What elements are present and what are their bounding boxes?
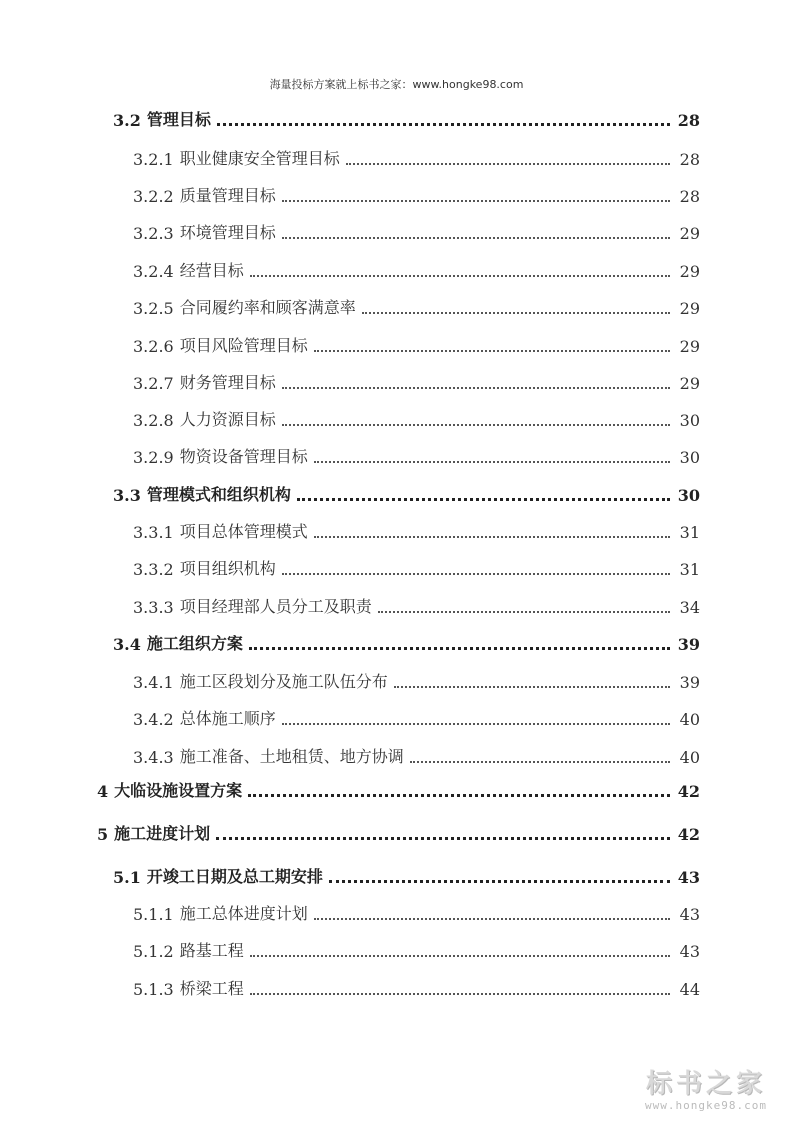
toc-entry-page: 40: [679, 748, 700, 767]
toc-entry[interactable]: [133, 973, 700, 999]
toc-entry[interactable]: [133, 217, 700, 243]
toc-entry-page: 28: [679, 187, 700, 206]
toc-entry-page: 39: [679, 673, 700, 692]
toc-entry[interactable]: [133, 553, 700, 579]
toc-entry-title: 大临设施设置方案: [114, 781, 243, 800]
toc-leader-dots: [329, 880, 670, 883]
toc-entry-number: 3.3.1: [133, 523, 174, 542]
toc-leader-dots: [216, 837, 670, 840]
toc-leader-dots: [314, 461, 670, 463]
toc-entry[interactable]: [133, 441, 700, 467]
toc-entry[interactable]: [133, 180, 700, 206]
toc-entry-number: 3.3: [113, 486, 141, 505]
brand-logo: [631, 1069, 781, 1112]
toc-entry-page: 42: [677, 782, 700, 801]
toc-entry-title: 施工准备、土地租赁、地方协调: [179, 747, 404, 766]
toc-entry-number: 3.4.1: [133, 673, 174, 692]
toc-leader-dots: [314, 918, 670, 920]
toc-entry[interactable]: [133, 516, 700, 542]
toc-leader-dots: [248, 794, 670, 797]
toc-entry[interactable]: [133, 935, 700, 961]
toc-entry[interactable]: [133, 292, 700, 318]
toc-entry-title: 开竣工日期及总工期安排: [146, 867, 323, 886]
toc-entry-page: 29: [679, 299, 700, 318]
toc-entry-number: 3.2: [113, 111, 141, 130]
toc-entry-title: 施工进度计划: [114, 824, 211, 843]
toc-entry-page: 39: [677, 635, 700, 654]
toc-entry-page: 28: [679, 150, 700, 169]
toc-entry-page: 29: [679, 374, 700, 393]
toc-leader-dots: [282, 424, 670, 426]
toc-entry-number: 3.2.4: [133, 262, 174, 281]
toc-entry[interactable]: [113, 104, 700, 130]
toc-leader-dots: [250, 955, 670, 957]
toc-entry-title: 经营目标: [179, 261, 244, 280]
toc-entry-number: 5.1.3: [133, 980, 174, 999]
toc-entry-title: 物资设备管理目标: [179, 447, 308, 466]
toc-leader-dots: [378, 611, 670, 613]
toc-entry-number: 3.2.5: [133, 299, 174, 318]
logo-url: www.hongke98.com: [645, 1099, 767, 1112]
toc-entry-number: 3.2.9: [133, 448, 174, 467]
toc-entry-title: 施工区段划分及施工队伍分布: [179, 672, 388, 691]
toc-entry-number: 3.2.2: [133, 187, 174, 206]
toc-entry-title: 环境管理目标: [179, 223, 276, 242]
toc-entry-number: 3.3.3: [133, 598, 174, 617]
toc-leader-dots: [282, 387, 670, 389]
toc-entry-title: 管理目标: [146, 110, 211, 129]
toc-entry-title: 项目风险管理目标: [179, 336, 308, 355]
toc-entry-page: 43: [679, 905, 700, 924]
toc-entry[interactable]: [133, 741, 700, 767]
toc-entry[interactable]: [133, 666, 700, 692]
toc-entry[interactable]: [133, 255, 700, 281]
toc-entry-page: 29: [679, 337, 700, 356]
toc-entry-number: 5.1.1: [133, 905, 174, 924]
toc-entry[interactable]: [133, 143, 700, 169]
toc-entry-page: 31: [679, 523, 700, 542]
toc-leader-dots: [394, 686, 670, 688]
toc-entry[interactable]: [133, 591, 700, 617]
toc-entry-page: 30: [679, 411, 700, 430]
toc-leader-dots: [217, 123, 670, 126]
toc-entry-title: 总体施工顺序: [179, 709, 276, 728]
toc-leader-dots: [282, 723, 670, 725]
toc-entry-page: 44: [679, 980, 700, 999]
logo-text: 标书之家: [645, 1069, 766, 1099]
toc-entry-title: 质量管理目标: [179, 186, 276, 205]
toc-entry-title: 施工组织方案: [146, 634, 243, 653]
toc-entry-page: 28: [677, 111, 700, 130]
toc-entry-page: 40: [679, 710, 700, 729]
toc-entry-number: 3.4: [113, 635, 141, 654]
toc-entry[interactable]: [97, 818, 700, 844]
toc-entry-page: 29: [679, 224, 700, 243]
toc-leader-dots: [297, 498, 670, 501]
toc-leader-dots: [282, 573, 670, 575]
toc-leader-dots: [250, 993, 670, 995]
toc-entry-title: 项目总体管理模式: [179, 522, 308, 541]
toc-entry-page: 30: [679, 448, 700, 467]
toc-entry-page: 31: [679, 560, 700, 579]
toc-entry-title: 财务管理目标: [179, 373, 276, 392]
toc-entry-number: 3.2.7: [133, 374, 174, 393]
toc-entry-title: 人力资源目标: [179, 410, 276, 429]
toc-leader-dots: [314, 350, 670, 352]
toc-entry-page: 29: [679, 262, 700, 281]
toc-entry[interactable]: [133, 367, 700, 393]
toc-entry-number: 4: [97, 782, 109, 801]
toc-entry-number: 5.1.2: [133, 942, 174, 961]
toc-entry-page: 30: [677, 486, 700, 505]
toc-leader-dots: [362, 312, 670, 314]
toc-entry-page: 42: [677, 825, 700, 844]
toc-entry-number: 3.2.6: [133, 337, 174, 356]
toc-entry-number: 3.4.2: [133, 710, 174, 729]
toc-entry[interactable]: [133, 330, 700, 356]
toc-entry[interactable]: [133, 703, 700, 729]
toc-leader-dots: [282, 237, 670, 239]
toc-entry-title: 路基工程: [179, 941, 244, 960]
toc-entry-number: 5: [97, 825, 109, 844]
toc-leader-dots: [410, 761, 670, 763]
toc-entry-page: 34: [679, 598, 700, 617]
toc-entry[interactable]: [133, 898, 700, 924]
toc-leader-dots: [314, 536, 670, 538]
toc-entry[interactable]: [133, 404, 700, 430]
toc-entry-number: 5.1: [113, 868, 141, 887]
toc-entry-title: 项目经理部人员分工及职责: [179, 597, 372, 616]
toc-entry-number: 3.2.8: [133, 411, 174, 430]
toc-entry-number: 3.4.3: [133, 748, 174, 767]
toc-entry-title: 施工总体进度计划: [179, 904, 308, 923]
toc-entry-page: 43: [679, 942, 700, 961]
toc-entry-title: 项目组织机构: [179, 559, 276, 578]
toc-leader-dots: [249, 647, 670, 650]
toc-leader-dots: [250, 275, 670, 277]
toc-entry[interactable]: [113, 479, 700, 505]
toc-leader-dots: [282, 200, 670, 202]
toc-entry[interactable]: [97, 775, 700, 801]
toc-entry-title: 职业健康安全管理目标: [179, 149, 340, 168]
toc-leader-dots: [346, 163, 670, 165]
toc-entry[interactable]: [113, 861, 700, 887]
toc-entry-page: 43: [677, 868, 700, 887]
toc-entry-title: 管理模式和组织机构: [146, 485, 291, 504]
toc-entry-title: 桥梁工程: [179, 979, 244, 998]
toc-entry-number: 3.2.1: [133, 150, 174, 169]
toc-entry-title: 合同履约率和顾客满意率: [179, 298, 356, 317]
toc-entry-number: 3.2.3: [133, 224, 174, 243]
page-header: 海量投标方案就上标书之家：www.hongke98.com: [269, 78, 524, 91]
toc-entry[interactable]: [113, 628, 700, 654]
toc-entry-number: 3.3.2: [133, 560, 174, 579]
